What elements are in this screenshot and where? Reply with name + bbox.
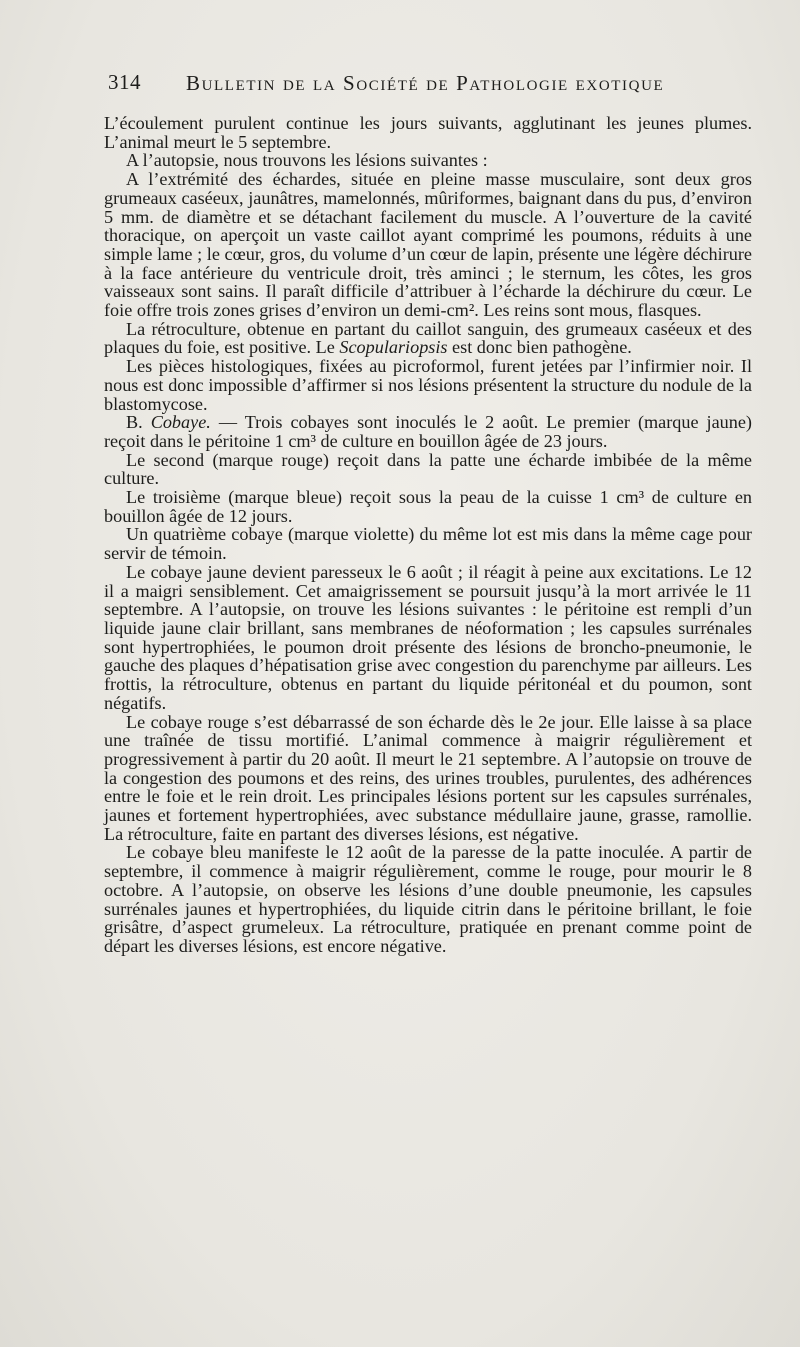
page-header	[108, 70, 768, 100]
paragraph-retroculture: La rétroculture, obtenue en partant du caillot sanguin, des grumeaux caséeux et des plaques du foie, est positive. Le Scopulariopsis est donc bien pathogène.	[104, 318, 752, 358]
species-name: Scopulariopsis	[339, 337, 448, 358]
paragraph-temoin: Un quatrième cobaye (marque violette) du même lot est mis dans la même cage pour servir de témoin.	[104, 524, 752, 564]
paragraph-cobaye-bleu: Le cobaye bleu manifeste le 12 août de la paresse de la patte inoculée. A partir de septembre, il commence à maigrir régulièrement, comme le rouge, pour mourir le 8 octobre. A l’autopsie, on observe les lésions d’une double pneumonie, les capsules surrénales jaunes et hypertrophiées, du liquide citrin dans le péritoine brillant, le foie grisâtre, d’aspect grumeleux. La rétroculture, pratiquée en prenant comme point de départ les diverses lésions, est encore négative.	[104, 842, 752, 956]
paragraph-lesions: A l’extrémité des échardes, située en pleine masse musculaire, sont deux gros grumeaux caséeux, jaunâtres, mamelonnés, mûriformes, baignant dans du pus, d’environ 5 mm. de diamètre et se détachant facilement du muscle. A l’ouverture de la cavité thoracique, on aperçoit un vaste caillot ayant comprimé les poumons, réduits à une simple lame ; le cœur, gros, du volume d’un cœur de lapin, présente une légère déchirure à la face antérieure du ventricule droit, très aminci ; le sternum, les côtes, les gros vaisseaux sont sains. Il paraît difficile d’attribuer à l’écharde la déchirure du cœur. Le foie offre trois zones grises d’environ un demi-cm². Les reins sont mous, flasques.	[104, 169, 752, 321]
paragraph-ecoulement: L’écoulement purulent continue les jours suivants, agglutinant les jeunes plumes. L’animal meurt le 5 septembre.	[104, 113, 752, 152]
paragraph-cobaye-section: B. Cobaye. — Trois cobayes sont inoculés le 2 août. Le premier (marque jaune) reçoit dans le péritoine 1 cm³ de culture en bouillon âgée de 23 jours.	[104, 412, 752, 451]
paragraph-cobaye-jaune: Le cobaye jaune devient paresseux le 6 août ; il réagit à peine aux excitations. Le 12 il a maigri sensiblement. Cet amaigrissement se poursuit jusqu’à la mort arrivée le 11 septembre. A l’autopsie, on trouve les lésions suivantes : le péritoine est rempli d’un liquide jaune clair brillant, sans membranes de néoformation ; les capsules surrénales sont hypertrophiées, le poumon droit présente des lésions de broncho-pneumonie, le gauche des plaques d’hépatisation grise avec congestion du parenchyme par ailleurs. Les frottis, la rétroculture, obtenus en partant du liquide péritonéal et du poumon, sont négatifs.	[104, 561, 752, 713]
page-number: 314	[108, 70, 141, 94]
paragraph-troisieme-cobaye: Le troisième (marque bleue) reçoit sous la peau de la cuisse 1 cm³ de culture en bouillon âgée de 12 jours.	[104, 487, 752, 526]
paragraph-autopsie-intro: A l’autopsie, nous trouvons les lésions suivantes :	[126, 150, 488, 171]
paragraph-cobaye-rouge: Le cobaye rouge s’est débarrassé de son écharde dès le 2e jour. Elle laisse à sa place une traînée de tissu mortifié. L’animal commence à maigrir régulièrement et progressivement à partir du 20 août. Il meurt le 21 septembre. A l’autopsie on trouve de la congestion des poumons et des reins, des urines troubles, purulentes, des adhérences entre le foie et le rein droit. Les principales lésions portent sur les capsules surrénales, jaunes et fortement hypertrophiées, avec substance médullaire jaune, grasse, ramollie. La rétroculture, faite en partant des diverses lésions, est négative.	[104, 711, 752, 844]
paragraph-second-cobaye: Le second (marque rouge) reçoit dans la patte une écharde imbibée de la même culture.	[104, 449, 752, 489]
body-text	[104, 114, 752, 956]
section-title: Cobaye.	[150, 412, 211, 433]
running-title: Bulletin de la Société de Pathologie exotique	[186, 71, 665, 95]
paragraph-pieces-histologiques: Les pièces histologiques, fixées au picroformol, furent jetées par l’infirmier noir. Il nous est donc impossible d’affirmer si nos lésions présentent la structure du nodule de la blastomycose.	[104, 356, 752, 414]
